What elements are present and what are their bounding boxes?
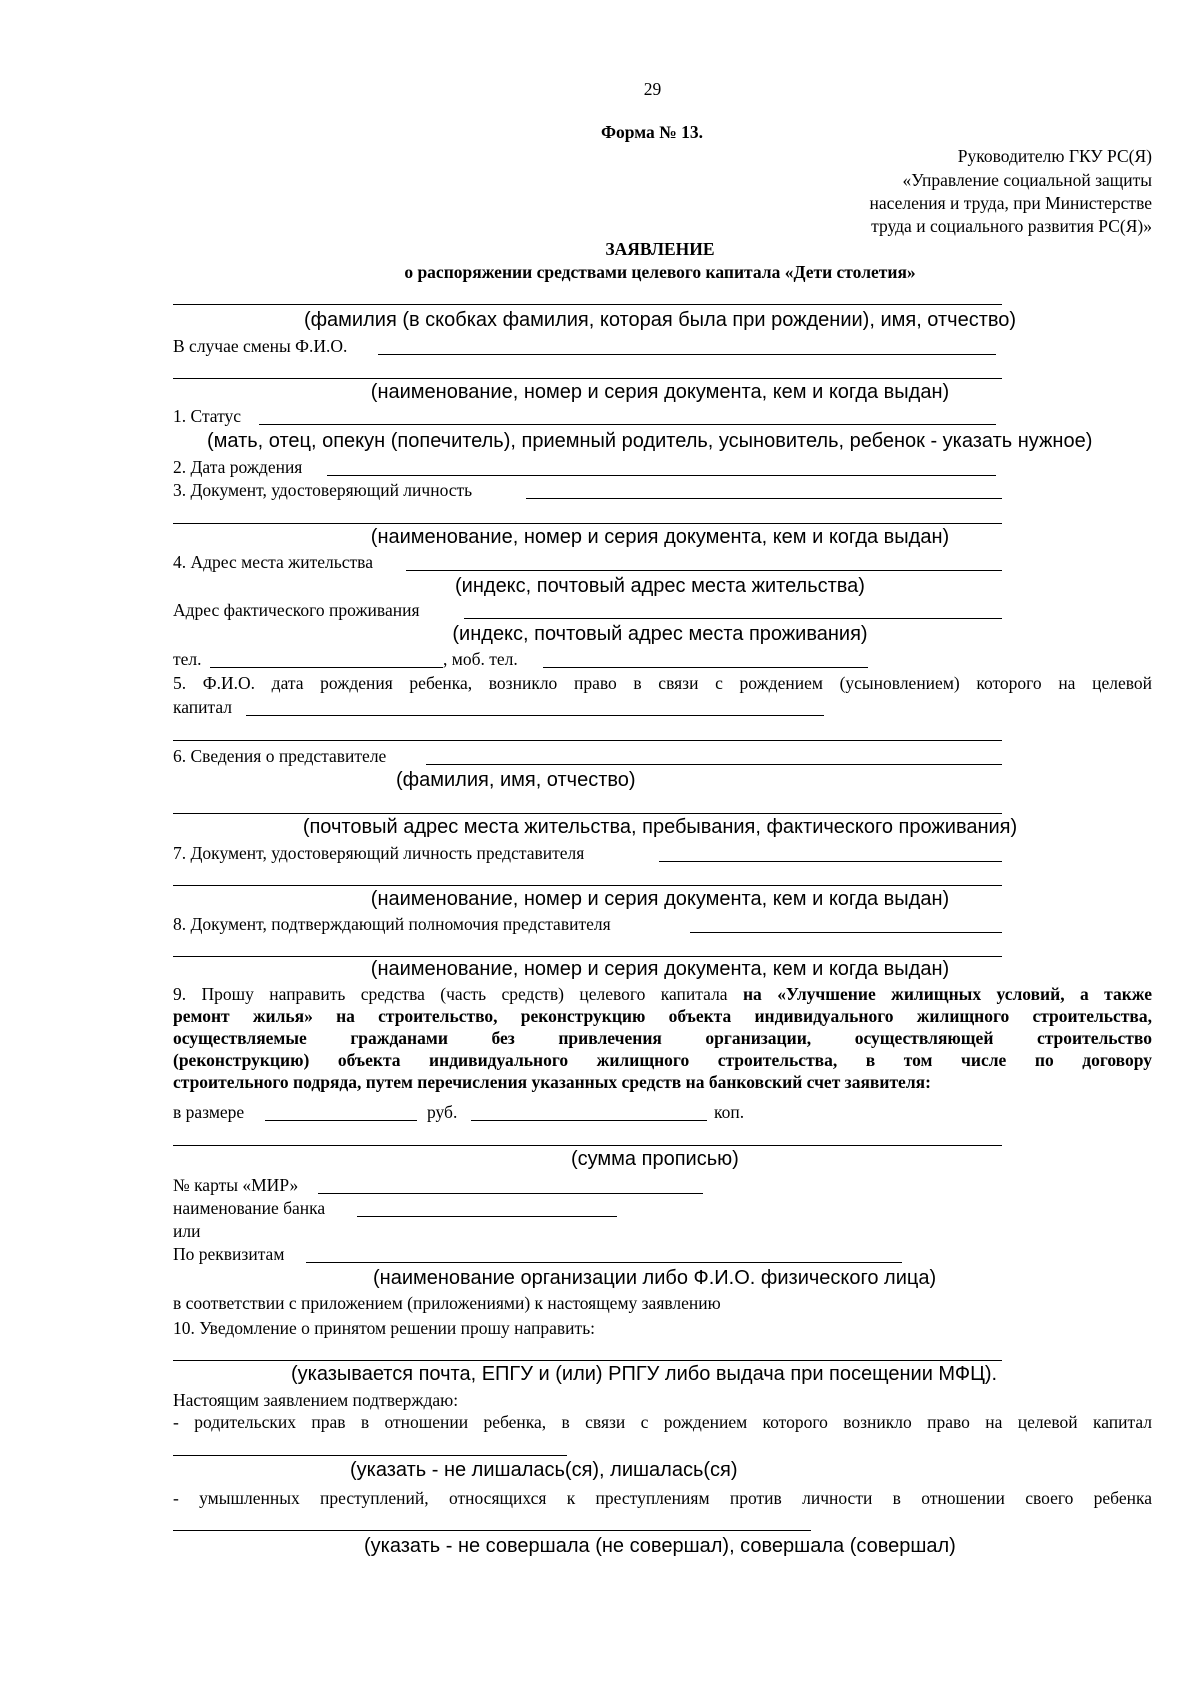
requisites-label: По реквизитам [173,1244,285,1264]
addressee-line-4: труда и социального развития РС(Я)» [871,216,1152,236]
page-number: 29 [643,79,662,99]
representative-line[interactable] [426,764,1002,765]
bank-name-line[interactable] [357,1216,617,1217]
child-line-2[interactable] [173,740,1002,741]
addressee-line-1: Руководителю ГКУ РС(Я) [957,146,1152,166]
mir-card-line[interactable] [318,1193,703,1194]
amount-rub-line[interactable] [265,1120,417,1121]
mobile-line[interactable] [543,667,868,668]
item9-line-1-normal: 9. Прошу направить средства (часть средств) целевого капитала [173,984,743,1004]
rep-authority-doc-line[interactable] [690,932,1002,933]
rep-identity-doc-line-2[interactable] [173,885,1002,886]
fact-address-line[interactable] [464,618,1002,619]
requisites-line[interactable] [306,1262,902,1263]
caption-org-name: (наименование организации либо Ф.И.О. физического лица) [373,1267,937,1289]
doc1-line[interactable] [173,378,1002,379]
per-appendix: в соответствии с приложением (приложениями) к настоящему заявлению [173,1293,721,1313]
status-line[interactable] [259,424,996,425]
rights-text: - родительских прав в отношении ребенка, в связи с рождением которого возникло право на целевой капитал [173,1412,1152,1432]
rep-identity-doc-line[interactable] [659,861,1002,862]
status-label: 1. Статус [173,406,242,426]
rep-authority-doc-label: 8. Документ, подтверждающий полномочия представителя [173,914,611,934]
identity-doc-line[interactable] [526,498,1002,499]
reg-address-line[interactable] [406,570,1002,571]
rub-label: руб. [427,1102,458,1122]
item9-line-2: ремонт жилья» на строительство, реконструкцию объекта индивидуального жилищного строительства, [173,1006,1152,1026]
item9-line-1 [173,984,1152,1006]
confirm-label: Настоящим заявлением подтверждаю: [173,1390,459,1410]
kop-label: коп. [714,1102,745,1122]
caption-reg-address: (индекс, почтовый адрес места жительства) [455,575,865,597]
rep-identity-doc-label: 7. Документ, удостоверяющий личность представителя [173,843,585,863]
caption-rep-fio: (фамилия, имя, отчество) [396,769,636,791]
amount-kop-line[interactable] [471,1120,707,1121]
rights-line[interactable] [173,1455,567,1456]
caption-doc2: (наименование, номер и серия документа, кем и когда выдан) [370,526,950,548]
child-line-1: 5. Ф.И.О. дата рождения ребенка, возникло право в связи с рождением (усыновлением) которого на целевой [173,673,1152,693]
form-number: Форма № 13. [601,122,704,142]
rep-address-line[interactable] [173,813,1002,814]
mobile-label: , моб. тел. [443,649,518,669]
notification-label: 10. Уведомление о принятом решении прошу направить: [173,1318,596,1338]
notification-line[interactable] [173,1360,1002,1361]
phone-line[interactable] [210,667,443,668]
caption-crimes: (указать - не совершала (не совершал), совершала (совершал) [364,1535,956,1557]
fio-line[interactable] [173,304,1002,305]
caption-fact-address: (индекс, почтовый адрес места проживания) [452,623,868,645]
bank-name-label: наименование банка [173,1198,326,1218]
rep-authority-doc-line-2[interactable] [173,956,1002,957]
caption-sum-words: (сумма прописью) [571,1148,739,1170]
item9-line-1-bold: на «Улучшение жилищных условий, а также [742,984,1152,1004]
representative-label: 6. Сведения о представителе [173,746,387,766]
caption-doc4: (наименование, номер и серия документа, кем и когда выдан) [370,958,950,980]
caption-rights: (указать - не лишалась(ся), лишалась(ся) [350,1459,738,1481]
item9-line-3: осуществляемые гражданами без привлечения организации, осуществляющей строительство [173,1028,1152,1048]
item9-line-4: (реконструкцию) объекта индивидуального жилищного строительства, в том числе по договору [173,1050,1152,1070]
crimes-text: - умышленных преступлений, относящихся к преступлениям против личности в отношении своего ребенка [173,1488,1152,1508]
addressee-line-3: населения и труда, при Министерстве [869,193,1152,213]
addressee-line-2: «Управление социальной защиты [902,170,1152,190]
name-change-label: В случае смены Ф.И.О. [173,336,348,356]
fact-address-label: Адрес фактического проживания [173,600,420,620]
child-line[interactable] [246,715,824,716]
birth-date-line[interactable] [327,475,996,476]
birth-date-label: 2. Дата рождения [173,457,303,477]
or-label: или [173,1221,201,1241]
child-line-2-label: капитал [173,697,233,717]
caption-doc1: (наименование, номер и серия документа, кем и когда выдан) [370,381,950,403]
caption-rep-address: (почтовый адрес места жительства, пребывания, фактического проживания) [302,816,1018,838]
sum-words-line[interactable] [173,1145,1002,1146]
caption-notify: (указывается почта, ЕПГУ и (или) РПГУ либо выдача при посещении МФЦ). [291,1363,998,1385]
identity-doc-label: 3. Документ, удостоверяющий личность [173,480,473,500]
reg-address-label: 4. Адрес места жительства [173,552,373,572]
phone-label: тел. [173,649,202,669]
identity-doc-line-2[interactable] [173,523,1002,524]
document-title: ЗАЯВЛЕНИЕ [605,239,715,259]
caption-doc3: (наименование, номер и серия документа, кем и когда выдан) [370,888,950,910]
name-change-line[interactable] [378,354,996,355]
crimes-line[interactable] [173,1530,811,1531]
document-subtitle: о распоряжении средствами целевого капитала «Дети столетия» [404,262,916,282]
mir-card-label: № карты «МИР» [173,1175,299,1195]
item9-line-5: строительного подряда, путем перечисления указанных средств на банковский счет заявителя: [173,1072,931,1092]
caption-status-options: (мать, отец, опекун (попечитель), приемный родитель, усыновитель, ребенок - указать нужное) [207,430,1093,452]
amount-label: в размере [173,1102,245,1122]
caption-fio: (фамилия (в скобках фамилия, которая была при рождении), имя, отчество) [303,309,1017,331]
